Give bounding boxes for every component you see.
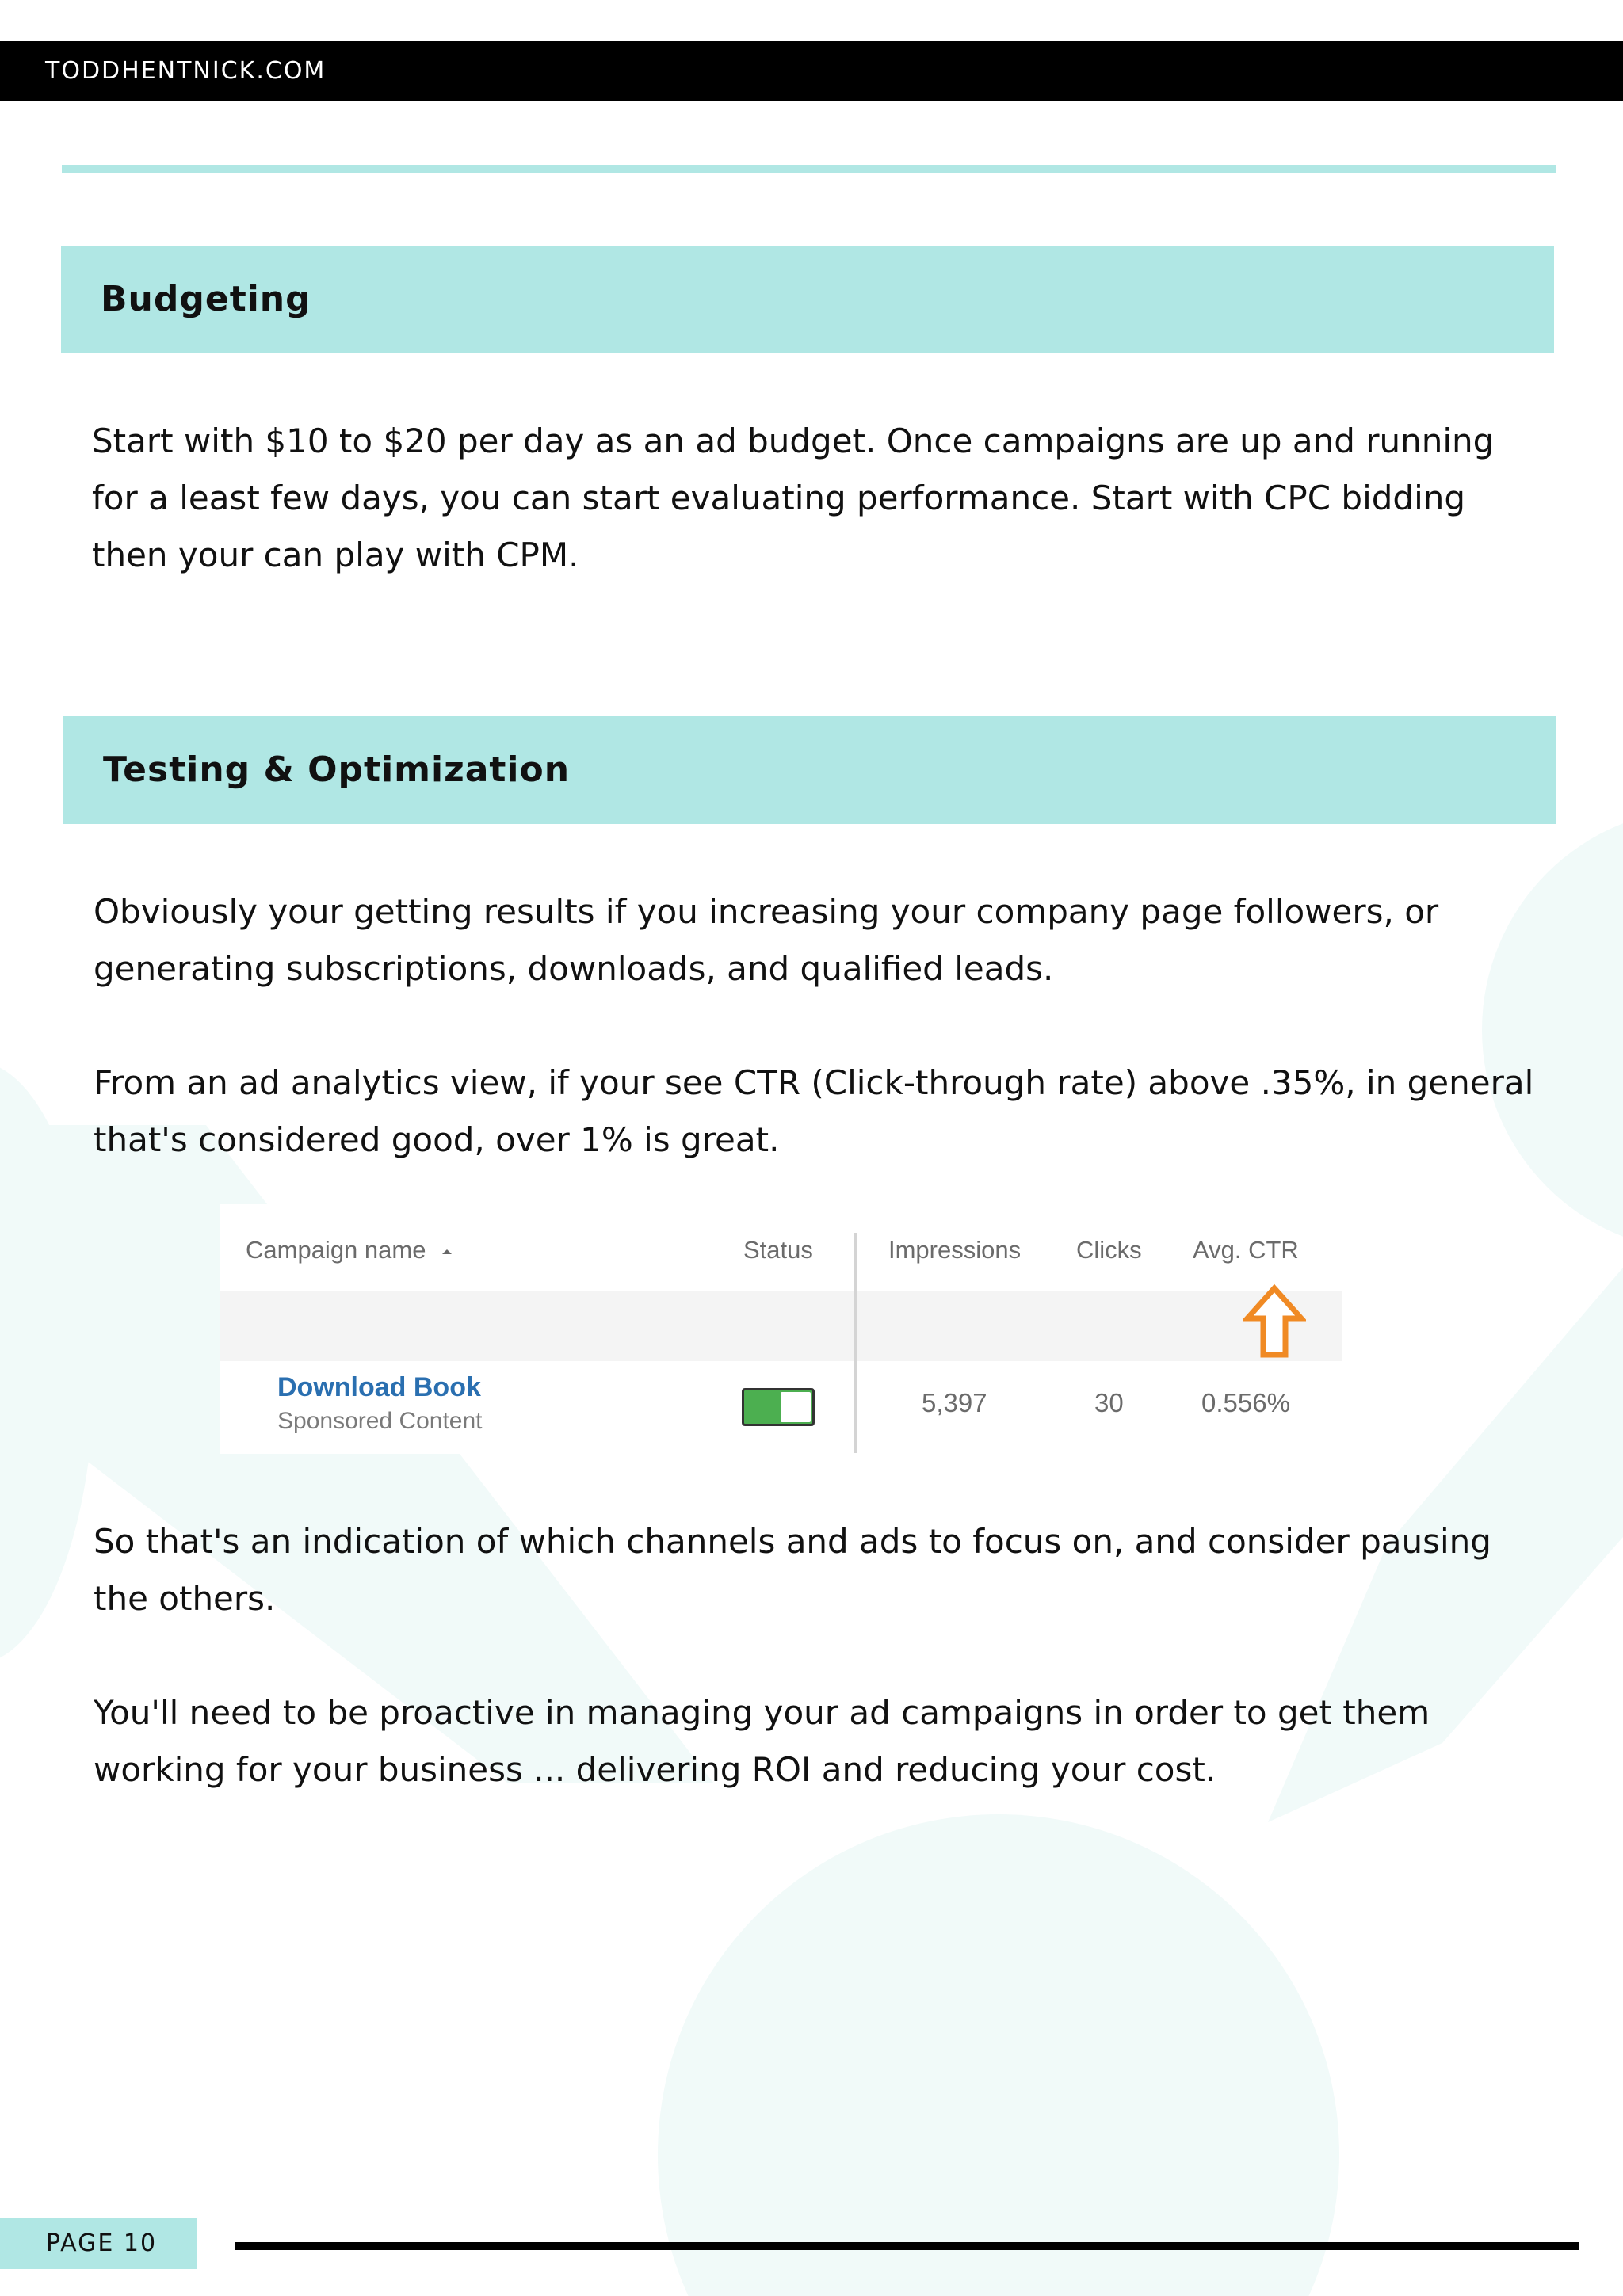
paragraph-results: Obviously your getting results if you increasing your company page followers, or generating subscriptions, downloads, and qualified leads.: [94, 892, 1439, 988]
page-number: PAGE 10: [46, 2229, 158, 2257]
toggle-knob: [781, 1392, 811, 1422]
paragraph-indication: So that's an indication of which channels and ads to focus on, and consider pausing the others.: [94, 1522, 1491, 1618]
section-title: Testing & Optimization: [103, 749, 571, 790]
header-avg-ctr[interactable]: Avg. CTR: [1193, 1236, 1299, 1264]
campaign-type: Sponsored Content: [277, 1408, 483, 1434]
header-clicks[interactable]: Clicks: [1076, 1236, 1142, 1264]
header-divider: [62, 165, 1556, 173]
section-header-budgeting: [61, 246, 1554, 353]
status-toggle[interactable]: [742, 1388, 815, 1426]
header-status[interactable]: Status: [743, 1236, 813, 1264]
orange-up-arrow-icon: [1243, 1283, 1306, 1360]
campaign-table: [220, 1204, 1346, 1454]
top-bar: [0, 41, 1623, 101]
clicks-value: 30: [1094, 1388, 1124, 1417]
paragraph-proactive: You'll need to be proactive in managing your ad campaigns in order to get them working for your business ... delivering ROI and reducing your cost.: [94, 1693, 1430, 1789]
section-header-testing: [63, 716, 1556, 824]
campaign-name-link[interactable]: Download Book: [277, 1372, 481, 1402]
header-impressions[interactable]: Impressions: [888, 1236, 1022, 1264]
caret-up-icon: [441, 1247, 453, 1257]
section-title: Budgeting: [101, 279, 311, 319]
footer-divider: [235, 2242, 1579, 2250]
column-divider: [854, 1233, 857, 1453]
table-subheader-row: [220, 1291, 1342, 1361]
paragraph-budget: Start with $10 to $20 per day as an ad budget. Once campaigns are up and running for a least few days, you can start evaluating performance. Start with CPC bidding then your can play with CPM.: [92, 421, 1495, 574]
site-name: TODDHENTNICK.COM: [45, 57, 327, 85]
ctr-value: 0.556%: [1201, 1388, 1290, 1417]
header-campaign-name[interactable]: Campaign name: [246, 1236, 453, 1264]
paragraph-ctr: From an ad analytics view, if your see CTR (Click-through rate) above .35%, in general that's considered good, over 1% is great.: [94, 1063, 1534, 1159]
page-number-tab: [0, 2218, 197, 2269]
impressions-value: 5,397: [922, 1388, 987, 1417]
